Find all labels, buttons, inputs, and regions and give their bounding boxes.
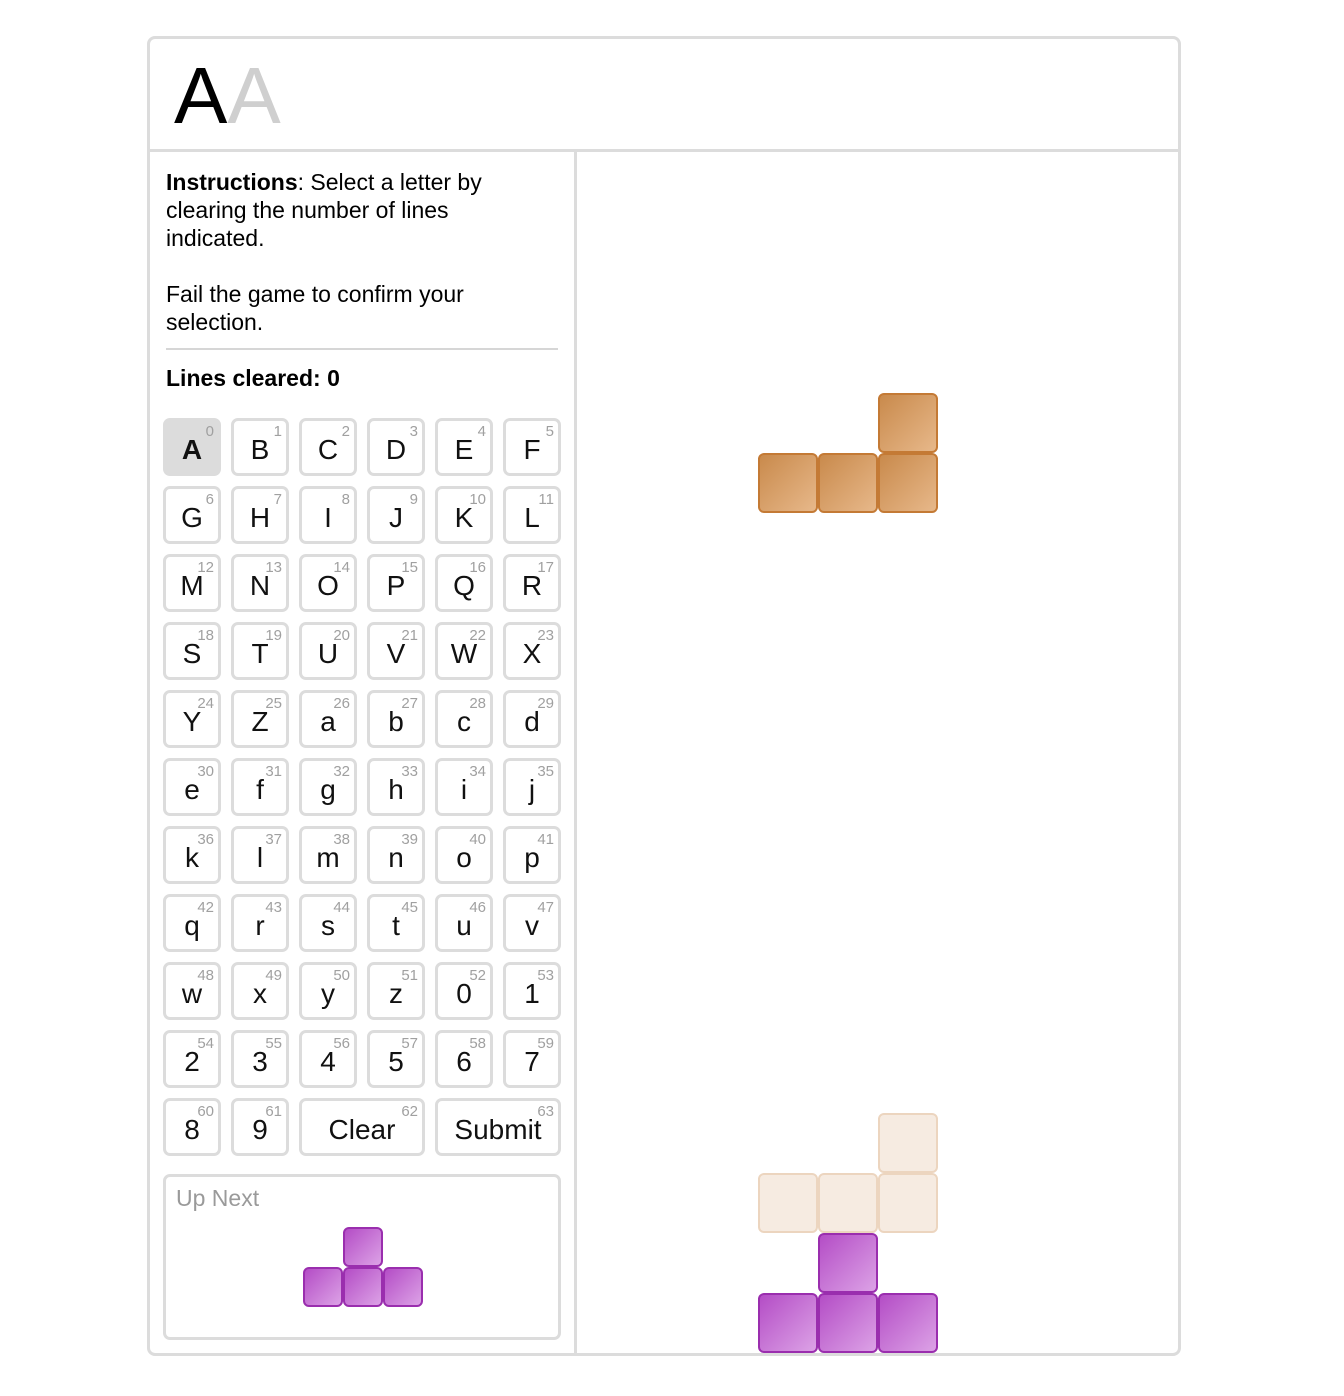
key-l-button[interactable] bbox=[231, 826, 289, 884]
key-line-count: 32 bbox=[333, 763, 350, 780]
key-line-count: 28 bbox=[469, 695, 486, 712]
key-label: V bbox=[386, 638, 406, 669]
key-line-count: 38 bbox=[333, 831, 350, 848]
key-label: d bbox=[524, 706, 540, 737]
key-line-count: 20 bbox=[333, 627, 350, 644]
key-line-count: 53 bbox=[537, 967, 554, 984]
key-line-count: 2 bbox=[341, 423, 350, 440]
key-line-count: 50 bbox=[333, 967, 350, 984]
key-label: v bbox=[525, 910, 539, 941]
key-0-button[interactable] bbox=[435, 962, 493, 1020]
up-next-panel bbox=[163, 1174, 561, 1340]
key-line-count: 6 bbox=[205, 491, 214, 508]
key-line-count: 31 bbox=[265, 763, 282, 780]
key-line-count: 3 bbox=[409, 423, 418, 440]
key-label: S bbox=[182, 638, 202, 669]
divider bbox=[166, 348, 558, 350]
key-line-count: 33 bbox=[401, 763, 418, 780]
instructions bbox=[166, 168, 526, 336]
key-label: N bbox=[249, 570, 271, 601]
key-line-count: 9 bbox=[409, 491, 418, 508]
key-line-count: 19 bbox=[265, 627, 282, 644]
key-label: Z bbox=[251, 706, 269, 737]
key-line-count: 12 bbox=[197, 559, 214, 576]
key-a-button[interactable] bbox=[299, 690, 357, 748]
key-line-count: 18 bbox=[197, 627, 214, 644]
key-line-count: 61 bbox=[265, 1103, 282, 1120]
key-r-button[interactable] bbox=[231, 894, 289, 952]
locked-piece-block bbox=[758, 1293, 818, 1353]
key-line-count: 46 bbox=[469, 899, 486, 916]
key-line-count: 49 bbox=[265, 967, 282, 984]
key-line-count: 40 bbox=[469, 831, 486, 848]
up-next-label: Up Next bbox=[176, 1185, 260, 1211]
key-label: n bbox=[388, 842, 404, 873]
key-v-button[interactable] bbox=[503, 894, 561, 952]
key-y-button[interactable] bbox=[163, 690, 221, 748]
key-p-button[interactable] bbox=[503, 826, 561, 884]
key-d-button[interactable] bbox=[367, 418, 425, 476]
instructions-confirm-text: Fail the game to confirm your selection. bbox=[166, 281, 464, 335]
key-a-button[interactable] bbox=[163, 418, 221, 476]
locked-piece-block bbox=[818, 1293, 878, 1353]
typed-text: A bbox=[174, 51, 228, 140]
key-k-button[interactable] bbox=[435, 486, 493, 544]
key-line-count: 8 bbox=[341, 491, 350, 508]
key-e-button[interactable] bbox=[435, 418, 493, 476]
key-i-button[interactable] bbox=[435, 758, 493, 816]
key-f-button[interactable] bbox=[503, 418, 561, 476]
key-6-button[interactable] bbox=[435, 1030, 493, 1088]
instructions-text: : Select a letter by clearing the number of lines indicated. bbox=[166, 169, 482, 251]
key-label: Y bbox=[182, 706, 202, 737]
next-piece-block bbox=[383, 1267, 423, 1307]
key-line-count: 17 bbox=[537, 559, 554, 576]
key-label: h bbox=[388, 774, 404, 805]
key-label: b bbox=[388, 706, 404, 737]
key-c-button[interactable] bbox=[299, 418, 357, 476]
key-line-count: 14 bbox=[333, 559, 350, 576]
active-piece-block bbox=[878, 453, 938, 513]
key-line-count: 59 bbox=[537, 1035, 554, 1052]
key-line-count: 34 bbox=[469, 763, 486, 780]
key-label: G bbox=[181, 502, 203, 533]
key-w-button[interactable] bbox=[163, 962, 221, 1020]
key-line-count: 52 bbox=[469, 967, 486, 984]
key-label: A bbox=[181, 434, 203, 465]
key-u-button[interactable] bbox=[435, 894, 493, 952]
key-label: x bbox=[253, 978, 267, 1009]
key-o-button[interactable] bbox=[299, 554, 357, 612]
key-n-button[interactable] bbox=[367, 826, 425, 884]
next-piece-block bbox=[343, 1227, 383, 1267]
key-d-button[interactable] bbox=[503, 690, 561, 748]
key-label: 0 bbox=[456, 978, 472, 1009]
key-label: 7 bbox=[524, 1046, 540, 1077]
key-line-count: 57 bbox=[401, 1035, 418, 1052]
key-x-button[interactable] bbox=[231, 962, 289, 1020]
key-f-button[interactable] bbox=[231, 758, 289, 816]
key-line-count: 36 bbox=[197, 831, 214, 848]
key-line-count: 25 bbox=[265, 695, 282, 712]
key-line-count: 35 bbox=[537, 763, 554, 780]
key-label: l bbox=[256, 842, 264, 873]
key-label: C bbox=[317, 434, 339, 465]
key-line-count: 47 bbox=[537, 899, 554, 916]
key-label: 6 bbox=[456, 1046, 472, 1077]
key-label: T bbox=[251, 638, 269, 669]
key-x-button[interactable] bbox=[503, 622, 561, 680]
key-line-count: 45 bbox=[401, 899, 418, 916]
key-label: Submit bbox=[454, 1114, 542, 1145]
key-line-count: 10 bbox=[469, 491, 486, 508]
ghost-piece-block bbox=[878, 1113, 938, 1173]
key-label: f bbox=[256, 774, 264, 805]
ghost-piece-block bbox=[878, 1173, 938, 1233]
key-g-button[interactable] bbox=[163, 486, 221, 544]
key-line-count: 42 bbox=[197, 899, 214, 916]
key-line-count: 37 bbox=[265, 831, 282, 848]
key-label: o bbox=[456, 842, 472, 873]
key-q-button[interactable] bbox=[163, 894, 221, 952]
active-piece-block bbox=[878, 393, 938, 453]
key-label: D bbox=[385, 434, 407, 465]
key-label: t bbox=[392, 910, 400, 941]
key-label: z bbox=[389, 978, 403, 1009]
key-h-button[interactable] bbox=[367, 758, 425, 816]
key-submit-button[interactable] bbox=[435, 1098, 561, 1156]
key-line-count: 63 bbox=[537, 1103, 554, 1120]
key-line-count: 39 bbox=[401, 831, 418, 848]
key-line-count: 55 bbox=[265, 1035, 282, 1052]
locked-piece-block bbox=[818, 1233, 878, 1293]
key-m-button[interactable] bbox=[299, 826, 357, 884]
key-label: W bbox=[450, 638, 478, 669]
key-t-button[interactable] bbox=[367, 894, 425, 952]
key-line-count: 24 bbox=[197, 695, 214, 712]
key-line-count: 5 bbox=[545, 423, 554, 440]
key-label: X bbox=[522, 638, 542, 669]
key-label: q bbox=[184, 910, 200, 941]
key-u-button[interactable] bbox=[299, 622, 357, 680]
key-line-count: 60 bbox=[197, 1103, 214, 1120]
key-j-button[interactable] bbox=[503, 758, 561, 816]
key-label: m bbox=[316, 842, 340, 873]
key-label: B bbox=[250, 434, 270, 465]
key-label: 4 bbox=[320, 1046, 336, 1077]
key-line-count: 27 bbox=[401, 695, 418, 712]
ghost-piece-block bbox=[758, 1173, 818, 1233]
key-b-button[interactable] bbox=[231, 418, 289, 476]
key-j-button[interactable] bbox=[367, 486, 425, 544]
ghost-piece-block bbox=[818, 1173, 878, 1233]
typed-output bbox=[174, 51, 281, 141]
key-label: u bbox=[456, 910, 472, 941]
key-line-count: 16 bbox=[469, 559, 486, 576]
key-l-button[interactable] bbox=[503, 486, 561, 544]
locked-piece-block bbox=[878, 1293, 938, 1353]
key-label: a bbox=[320, 706, 336, 737]
key-line-count: 15 bbox=[401, 559, 418, 576]
control-panel bbox=[150, 152, 577, 1353]
key-label: w bbox=[181, 978, 203, 1009]
key-3-button[interactable] bbox=[231, 1030, 289, 1088]
key-line-count: 54 bbox=[197, 1035, 214, 1052]
key-w-button[interactable] bbox=[435, 622, 493, 680]
key-1-button[interactable] bbox=[503, 962, 561, 1020]
key-t-button[interactable] bbox=[231, 622, 289, 680]
active-piece-block bbox=[758, 453, 818, 513]
key-line-count: 4 bbox=[477, 423, 486, 440]
key-line-count: 23 bbox=[537, 627, 554, 644]
next-piece-block bbox=[343, 1267, 383, 1307]
key-line-count: 21 bbox=[401, 627, 418, 644]
key-line-count: 43 bbox=[265, 899, 282, 916]
key-line-count: 44 bbox=[333, 899, 350, 916]
key-e-button[interactable] bbox=[163, 758, 221, 816]
key-label: O bbox=[317, 570, 339, 601]
key-9-button[interactable] bbox=[231, 1098, 289, 1156]
key-label: F bbox=[523, 434, 541, 465]
key-5-button[interactable] bbox=[367, 1030, 425, 1088]
key-label: Clear bbox=[328, 1114, 396, 1145]
key-label: R bbox=[521, 570, 543, 601]
key-line-count: 0 bbox=[205, 423, 214, 440]
key-o-button[interactable] bbox=[435, 826, 493, 884]
key-r-button[interactable] bbox=[503, 554, 561, 612]
key-b-button[interactable] bbox=[367, 690, 425, 748]
key-g-button[interactable] bbox=[299, 758, 357, 816]
key-label: y bbox=[321, 978, 335, 1009]
key-m-button[interactable] bbox=[163, 554, 221, 612]
key-clear-button[interactable] bbox=[299, 1098, 425, 1156]
active-piece-block bbox=[818, 453, 878, 513]
key-7-button[interactable] bbox=[503, 1030, 561, 1088]
key-line-count: 51 bbox=[401, 967, 418, 984]
key-label: s bbox=[321, 910, 335, 941]
key-label: 9 bbox=[252, 1114, 268, 1145]
instructions-label: Instructions bbox=[166, 169, 298, 195]
key-label: M bbox=[180, 570, 204, 601]
key-v-button[interactable] bbox=[367, 622, 425, 680]
key-label: e bbox=[184, 774, 200, 805]
key-z-button[interactable] bbox=[367, 962, 425, 1020]
key-line-count: 29 bbox=[537, 695, 554, 712]
key-label: g bbox=[320, 774, 336, 805]
key-q-button[interactable] bbox=[435, 554, 493, 612]
key-s-button[interactable] bbox=[299, 894, 357, 952]
key-n-button[interactable] bbox=[231, 554, 289, 612]
key-h-button[interactable] bbox=[231, 486, 289, 544]
key-label: K bbox=[454, 502, 474, 533]
key-y-button[interactable] bbox=[299, 962, 357, 1020]
key-4-button[interactable] bbox=[299, 1030, 357, 1088]
key-line-count: 30 bbox=[197, 763, 214, 780]
key-p-button[interactable] bbox=[367, 554, 425, 612]
key-label: j bbox=[528, 774, 536, 805]
key-label: J bbox=[389, 502, 403, 533]
next-piece-block bbox=[303, 1267, 343, 1307]
key-label: c bbox=[457, 706, 471, 737]
key-line-count: 1 bbox=[273, 423, 282, 440]
key-s-button[interactable] bbox=[163, 622, 221, 680]
key-label: p bbox=[524, 842, 540, 873]
key-label: 2 bbox=[184, 1046, 200, 1077]
key-line-count: 62 bbox=[401, 1103, 418, 1120]
key-label: k bbox=[185, 842, 199, 873]
key-label: P bbox=[386, 570, 406, 601]
key-line-count: 48 bbox=[197, 967, 214, 984]
key-label: 8 bbox=[184, 1114, 200, 1145]
key-line-count: 26 bbox=[333, 695, 350, 712]
key-2-button[interactable] bbox=[163, 1030, 221, 1088]
game-frame bbox=[147, 36, 1181, 1356]
key-z-button[interactable] bbox=[231, 690, 289, 748]
key-label: E bbox=[454, 434, 474, 465]
key-line-count: 11 bbox=[538, 491, 554, 508]
key-line-count: 7 bbox=[273, 491, 282, 508]
key-line-count: 22 bbox=[469, 627, 486, 644]
key-i-button[interactable] bbox=[299, 486, 357, 544]
key-k-button[interactable] bbox=[163, 826, 221, 884]
key-label: r bbox=[255, 910, 265, 941]
key-line-count: 41 bbox=[537, 831, 554, 848]
key-8-button[interactable] bbox=[163, 1098, 221, 1156]
lines-cleared-counter: Lines cleared: 0 bbox=[166, 365, 340, 391]
key-c-button[interactable] bbox=[435, 690, 493, 748]
key-label: H bbox=[249, 502, 271, 533]
typed-text-display bbox=[150, 39, 1178, 152]
letter-preview: A bbox=[227, 51, 281, 140]
key-label: 5 bbox=[388, 1046, 404, 1077]
tetris-board[interactable] bbox=[577, 152, 1178, 1353]
key-label: i bbox=[460, 774, 468, 805]
key-label: L bbox=[524, 502, 540, 533]
key-label: 3 bbox=[252, 1046, 268, 1077]
key-label: Q bbox=[453, 570, 475, 601]
key-label: I bbox=[324, 502, 332, 533]
key-label: 1 bbox=[524, 978, 540, 1009]
key-label: U bbox=[317, 638, 339, 669]
key-line-count: 13 bbox=[265, 559, 282, 576]
key-line-count: 58 bbox=[469, 1035, 486, 1052]
key-line-count: 56 bbox=[333, 1035, 350, 1052]
